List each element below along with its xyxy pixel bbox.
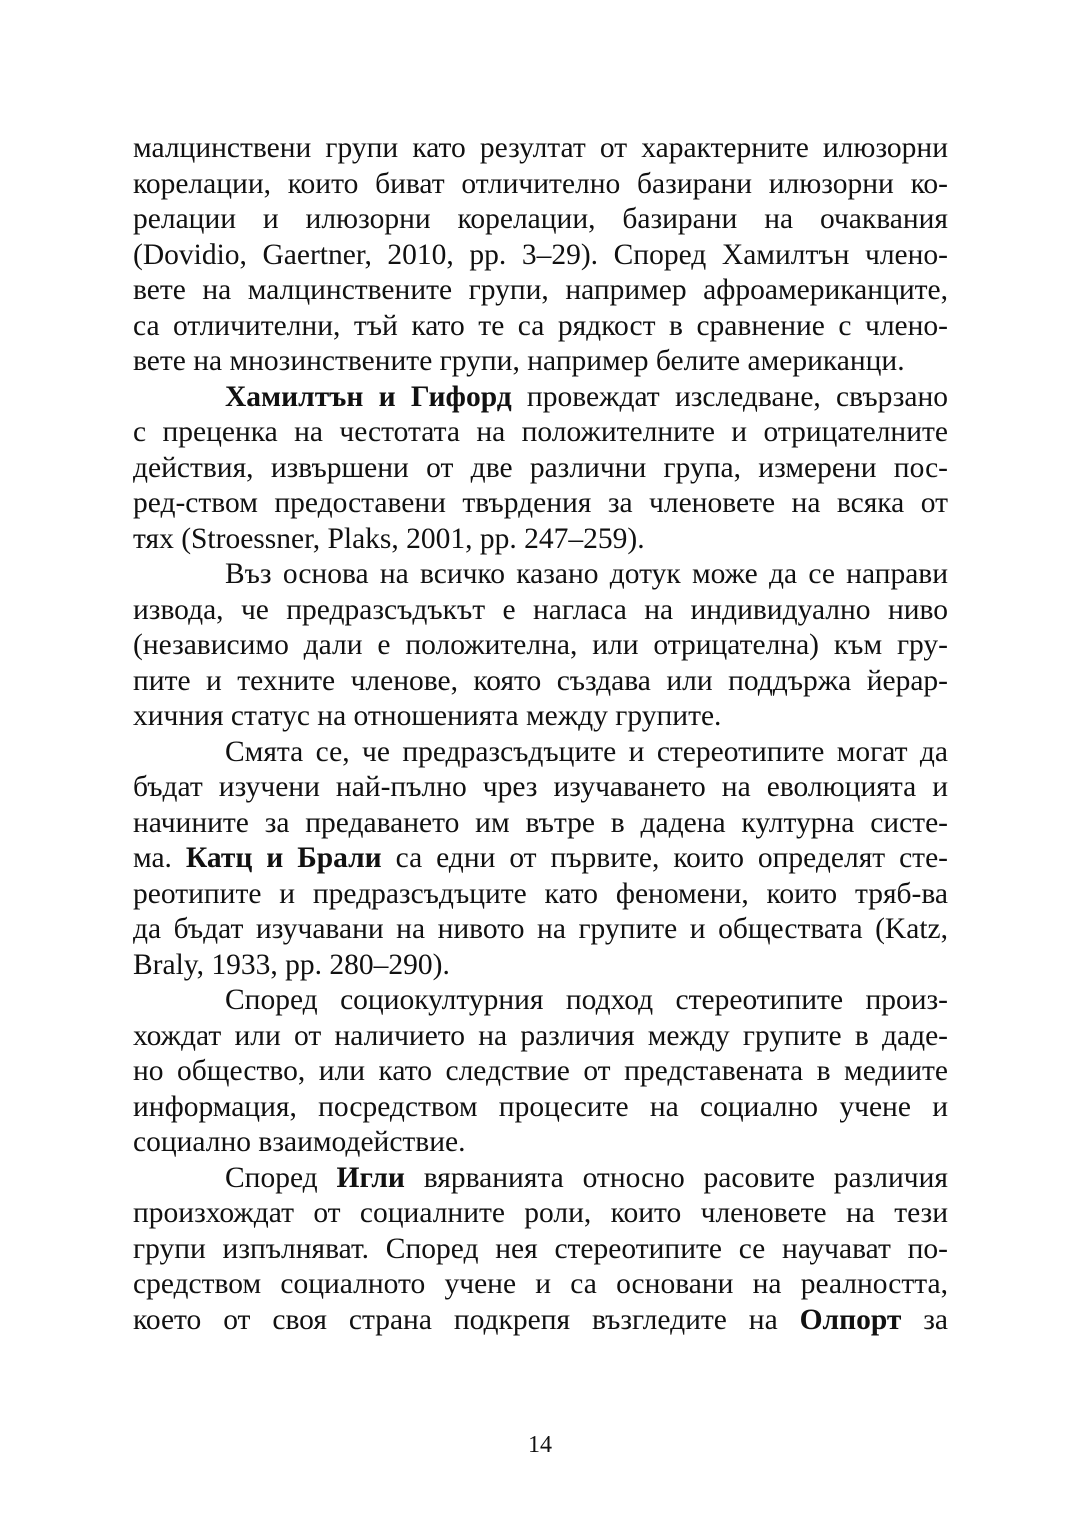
text-segment: Въз основа на всичко казано дотук може да се направи — [225, 558, 948, 590]
text-line — [133, 557, 948, 593]
text-segment: извода, че предразсъдъкът е нагласа на индивидуално ниво — [133, 593, 948, 626]
text-segment: Според — [225, 1161, 337, 1194]
text-line — [133, 1125, 948, 1161]
text-line — [133, 806, 948, 842]
text-line — [133, 735, 948, 771]
bold-author-name: Игли — [336, 1161, 405, 1194]
text-line — [133, 699, 948, 735]
text-segment: пите и техните членове, която създава или поддържа йерар- — [133, 664, 948, 697]
text-line — [133, 1054, 948, 1090]
text-segment: социално взаимодействие. — [133, 1126, 466, 1158]
text-segment: Braly, 1933, pp. 280–290). — [133, 948, 450, 981]
text-line — [133, 202, 948, 238]
text-line — [133, 522, 948, 558]
text-line — [133, 451, 948, 487]
text-segment: ред-ством предоставени твърдения за членовете на всяка от — [133, 487, 948, 519]
text-segment: средством социалното учене и са основани на реалността, — [133, 1268, 948, 1300]
paragraph — [133, 1161, 948, 1339]
text-line — [133, 309, 948, 345]
text-segment: малцинствени групи като резултат от характерните илюзорни — [133, 132, 948, 164]
paragraph — [133, 557, 948, 735]
text-segment: за — [901, 1303, 948, 1336]
bold-author-name: Олпорт — [799, 1303, 902, 1336]
text-line — [133, 912, 948, 948]
text-line — [133, 593, 948, 629]
text-segment: вете на мнозинствените групи, например белите американци. — [133, 345, 905, 377]
text-line — [133, 273, 948, 309]
text-line — [133, 841, 948, 877]
text-line — [133, 238, 948, 274]
text-segment: начините за предаването им вътре в дадена културна систе- — [133, 806, 948, 839]
text-segment: бъдат изучени най-пълно чрез изучаването на еволюцията и — [133, 771, 948, 803]
text-segment: ма. — [133, 842, 186, 874]
text-line — [133, 628, 948, 664]
text-segment: провеждат изследване, свързано — [511, 380, 948, 413]
text-segment: но общество, или като следствие от представената в медиите — [133, 1055, 948, 1087]
text-line — [133, 344, 948, 380]
text-line — [133, 1267, 948, 1303]
text-line — [133, 415, 948, 451]
text-segment: са едни от първите, които определят сте- — [381, 842, 948, 874]
page-number: 14 — [528, 1432, 552, 1458]
text-segment: действия, извършени от две различни група, измерени пос- — [133, 451, 948, 484]
paragraph — [133, 131, 948, 380]
bold-author-name: Катц и Брали — [185, 842, 382, 874]
text-segment: реотипите и предразсъдъците като феномени, които тряб-ва — [133, 877, 948, 910]
text-segment: да бъдат изучавани на нивото на групите и обществата (Katz, — [133, 913, 948, 945]
text-line — [133, 380, 948, 416]
text-segment: групи изпълняват. Според нея стереотипите се научават по- — [133, 1232, 948, 1265]
text-segment: са отличителни, тъй като те са рядкост в сравнение с члено- — [133, 309, 948, 342]
bold-author-name: Хамилтън и Гифорд — [225, 380, 512, 413]
paragraph — [133, 983, 948, 1161]
text-line — [133, 1232, 948, 1268]
text-segment: с преценка на честотата на положителните и отрицателните — [133, 416, 948, 448]
text-segment: вете на малцинствените групи, например афроамериканците, — [133, 274, 948, 306]
text-line — [133, 983, 948, 1019]
text-line — [133, 486, 948, 522]
text-line — [133, 1196, 948, 1232]
text-line — [133, 131, 948, 167]
text-segment: вярванията относно расовите различия — [404, 1161, 948, 1194]
text-segment: хичния статус на отношенията между групите. — [133, 700, 722, 732]
text-segment: релации и илюзорни корелации, базирани на очаквания — [133, 203, 948, 235]
text-segment: информация, посредством процесите на социално учене и — [133, 1090, 948, 1123]
text-line — [133, 1303, 948, 1339]
text-segment: произхождат от социалните роли, които членовете на тези — [133, 1197, 948, 1229]
text-line — [133, 1090, 948, 1126]
text-line — [133, 770, 948, 806]
text-segment: тях (Stroessner, Plaks, 2001, pp. 247–259). — [133, 522, 645, 555]
text-line — [133, 664, 948, 700]
body-text — [133, 131, 948, 1338]
paragraph — [133, 735, 948, 984]
text-line — [133, 1161, 948, 1197]
text-segment: (независимо дали е положителна, или отрицателна) към гру- — [133, 629, 948, 661]
text-segment: Според социокултурния подход стереотипите произ- — [225, 984, 948, 1016]
text-line — [133, 877, 948, 913]
paragraph — [133, 380, 948, 558]
text-line — [133, 1019, 948, 1055]
text-line — [133, 167, 948, 203]
text-segment: корелации, които биват отличително базирани илюзорни ко- — [133, 167, 948, 200]
text-segment: хождат или от наличието на различия между групите в даде- — [133, 1019, 948, 1052]
text-segment: (Dovidio, Gaertner, 2010, pp. 3–29). Според Хамилтън члено- — [133, 238, 948, 271]
text-segment: което от своя страна подкрепя възгледите на — [133, 1303, 800, 1336]
text-line — [133, 948, 948, 984]
text-segment: Смята се, че предразсъдъците и стереотипите могат да — [225, 735, 948, 768]
